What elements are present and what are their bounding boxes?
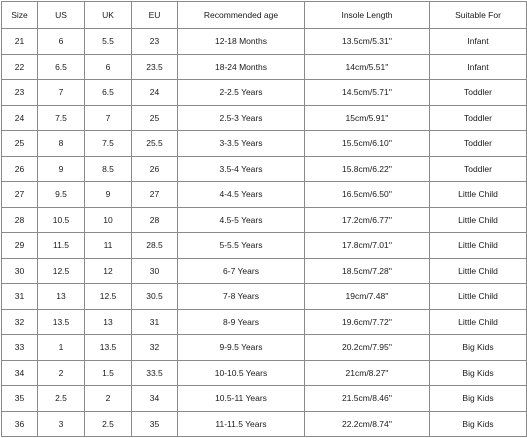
cell-eu: 27 bbox=[132, 182, 178, 208]
cell-us: 12.5 bbox=[38, 258, 85, 284]
cell-size: 26 bbox=[2, 156, 38, 182]
cell-us: 9 bbox=[38, 156, 85, 182]
cell-us: 11.5 bbox=[38, 233, 85, 259]
header-uk: UK bbox=[85, 2, 132, 29]
cell-suitable-for: Toddler bbox=[430, 80, 527, 106]
cell-insole-length: 15.8cm/6.22'' bbox=[305, 156, 430, 182]
cell-uk: 10 bbox=[85, 207, 132, 233]
cell-suitable-for: Toddler bbox=[430, 105, 527, 131]
table-row bbox=[2, 54, 527, 80]
cell-suitable-for: Infant bbox=[430, 54, 527, 80]
table-row bbox=[2, 207, 527, 233]
cell-size: 27 bbox=[2, 182, 38, 208]
cell-insole-length: 15.5cm/6.10'' bbox=[305, 131, 430, 157]
cell-size: 22 bbox=[2, 54, 38, 80]
cell-size: 34 bbox=[2, 360, 38, 386]
cell-eu: 34 bbox=[132, 386, 178, 412]
cell-eu: 23.5 bbox=[132, 54, 178, 80]
table-row bbox=[2, 309, 527, 335]
table-row bbox=[2, 80, 527, 106]
cell-uk: 9 bbox=[85, 182, 132, 208]
cell-insole-length: 14.5cm/5.71'' bbox=[305, 80, 430, 106]
table-row bbox=[2, 156, 527, 182]
cell-us: 2.5 bbox=[38, 386, 85, 412]
cell-size: 31 bbox=[2, 284, 38, 310]
cell-uk: 13 bbox=[85, 309, 132, 335]
cell-eu: 24 bbox=[132, 80, 178, 106]
cell-uk: 11 bbox=[85, 233, 132, 259]
cell-us: 13 bbox=[38, 284, 85, 310]
cell-eu: 30.5 bbox=[132, 284, 178, 310]
header-recommended-age: Recommended age bbox=[178, 2, 305, 29]
cell-eu: 28 bbox=[132, 207, 178, 233]
cell-eu: 35 bbox=[132, 411, 178, 437]
cell-insole-length: 21cm/8.27'' bbox=[305, 360, 430, 386]
cell-insole-length: 15cm/5.91'' bbox=[305, 105, 430, 131]
cell-suitable-for: Big Kids bbox=[430, 360, 527, 386]
cell-eu: 25 bbox=[132, 105, 178, 131]
cell-size: 21 bbox=[2, 29, 38, 55]
cell-insole-length: 21.5cm/8.46'' bbox=[305, 386, 430, 412]
table-row bbox=[2, 411, 527, 437]
cell-recommended-age: 9-9.5 Years bbox=[178, 335, 305, 361]
table-row bbox=[2, 182, 527, 208]
cell-insole-length: 19.6cm/7.72'' bbox=[305, 309, 430, 335]
cell-insole-length: 14cm/5.51'' bbox=[305, 54, 430, 80]
header-eu: EU bbox=[132, 2, 178, 29]
header-row bbox=[2, 2, 527, 29]
cell-eu: 23 bbox=[132, 29, 178, 55]
cell-recommended-age: 2-2.5 Years bbox=[178, 80, 305, 106]
cell-uk: 13.5 bbox=[85, 335, 132, 361]
cell-us: 10.5 bbox=[38, 207, 85, 233]
cell-insole-length: 17.8cm/7.01'' bbox=[305, 233, 430, 259]
table-row bbox=[2, 131, 527, 157]
cell-uk: 12 bbox=[85, 258, 132, 284]
cell-size: 24 bbox=[2, 105, 38, 131]
table-row bbox=[2, 233, 527, 259]
table-header bbox=[2, 2, 527, 29]
cell-uk: 7.5 bbox=[85, 131, 132, 157]
table-row bbox=[2, 360, 527, 386]
cell-suitable-for: Little Child bbox=[430, 258, 527, 284]
cell-recommended-age: 4.5-5 Years bbox=[178, 207, 305, 233]
cell-size: 23 bbox=[2, 80, 38, 106]
table-row bbox=[2, 29, 527, 55]
header-size: Size bbox=[2, 2, 38, 29]
header-us: US bbox=[38, 2, 85, 29]
cell-recommended-age: 10.5-11 Years bbox=[178, 386, 305, 412]
cell-suitable-for: Little Child bbox=[430, 207, 527, 233]
cell-eu: 33.5 bbox=[132, 360, 178, 386]
cell-suitable-for: Infant bbox=[430, 29, 527, 55]
cell-recommended-age: 12-18 Months bbox=[178, 29, 305, 55]
cell-recommended-age: 10-10.5 Years bbox=[178, 360, 305, 386]
cell-us: 8 bbox=[38, 131, 85, 157]
cell-us: 7 bbox=[38, 80, 85, 106]
table-row bbox=[2, 105, 527, 131]
table-body bbox=[2, 29, 527, 437]
cell-us: 9.5 bbox=[38, 182, 85, 208]
cell-recommended-age: 18-24 Months bbox=[178, 54, 305, 80]
cell-insole-length: 22.2cm/8.74'' bbox=[305, 411, 430, 437]
cell-recommended-age: 7-8 Years bbox=[178, 284, 305, 310]
cell-insole-length: 16.5cm/6.50'' bbox=[305, 182, 430, 208]
cell-size: 28 bbox=[2, 207, 38, 233]
cell-recommended-age: 3-3.5 Years bbox=[178, 131, 305, 157]
cell-size: 36 bbox=[2, 411, 38, 437]
cell-size: 25 bbox=[2, 131, 38, 157]
cell-eu: 25.5 bbox=[132, 131, 178, 157]
cell-insole-length: 20.2cm/7.95'' bbox=[305, 335, 430, 361]
cell-insole-length: 19cm/7.48'' bbox=[305, 284, 430, 310]
cell-uk: 6.5 bbox=[85, 80, 132, 106]
cell-suitable-for: Little Child bbox=[430, 182, 527, 208]
cell-uk: 2.5 bbox=[85, 411, 132, 437]
cell-uk: 12.5 bbox=[85, 284, 132, 310]
cell-insole-length: 18.5cm/7.28'' bbox=[305, 258, 430, 284]
cell-insole-length: 13.5cm/5.31'' bbox=[305, 29, 430, 55]
cell-us: 2 bbox=[38, 360, 85, 386]
cell-insole-length: 17.2cm/6.77'' bbox=[305, 207, 430, 233]
header-insole-length: Insole Length bbox=[305, 2, 430, 29]
size-chart-table bbox=[1, 1, 527, 437]
cell-us: 6.5 bbox=[38, 54, 85, 80]
cell-size: 33 bbox=[2, 335, 38, 361]
cell-uk: 7 bbox=[85, 105, 132, 131]
cell-eu: 32 bbox=[132, 335, 178, 361]
header-suitable-for: Suitable For bbox=[430, 2, 527, 29]
table-row bbox=[2, 335, 527, 361]
cell-recommended-age: 3.5-4 Years bbox=[178, 156, 305, 182]
cell-suitable-for: Little Child bbox=[430, 284, 527, 310]
cell-recommended-age: 11-11.5 Years bbox=[178, 411, 305, 437]
cell-suitable-for: Big Kids bbox=[430, 411, 527, 437]
cell-recommended-age: 4-4.5 Years bbox=[178, 182, 305, 208]
cell-recommended-age: 6-7 Years bbox=[178, 258, 305, 284]
cell-eu: 31 bbox=[132, 309, 178, 335]
cell-uk: 2 bbox=[85, 386, 132, 412]
cell-suitable-for: Toddler bbox=[430, 131, 527, 157]
cell-size: 29 bbox=[2, 233, 38, 259]
cell-suitable-for: Toddler bbox=[430, 156, 527, 182]
cell-uk: 5.5 bbox=[85, 29, 132, 55]
cell-suitable-for: Little Child bbox=[430, 309, 527, 335]
cell-suitable-for: Little Child bbox=[430, 233, 527, 259]
cell-uk: 8.5 bbox=[85, 156, 132, 182]
cell-suitable-for: Big Kids bbox=[430, 335, 527, 361]
cell-suitable-for: Big Kids bbox=[430, 386, 527, 412]
table-row bbox=[2, 284, 527, 310]
cell-us: 13.5 bbox=[38, 309, 85, 335]
cell-us: 7.5 bbox=[38, 105, 85, 131]
cell-eu: 30 bbox=[132, 258, 178, 284]
cell-recommended-age: 5-5.5 Years bbox=[178, 233, 305, 259]
cell-us: 6 bbox=[38, 29, 85, 55]
cell-size: 35 bbox=[2, 386, 38, 412]
cell-us: 1 bbox=[38, 335, 85, 361]
cell-uk: 1.5 bbox=[85, 360, 132, 386]
cell-us: 3 bbox=[38, 411, 85, 437]
cell-eu: 26 bbox=[132, 156, 178, 182]
table-row bbox=[2, 258, 527, 284]
cell-uk: 6 bbox=[85, 54, 132, 80]
cell-size: 30 bbox=[2, 258, 38, 284]
cell-eu: 28.5 bbox=[132, 233, 178, 259]
cell-recommended-age: 8-9 Years bbox=[178, 309, 305, 335]
cell-recommended-age: 2.5-3 Years bbox=[178, 105, 305, 131]
table-row bbox=[2, 386, 527, 412]
cell-size: 32 bbox=[2, 309, 38, 335]
